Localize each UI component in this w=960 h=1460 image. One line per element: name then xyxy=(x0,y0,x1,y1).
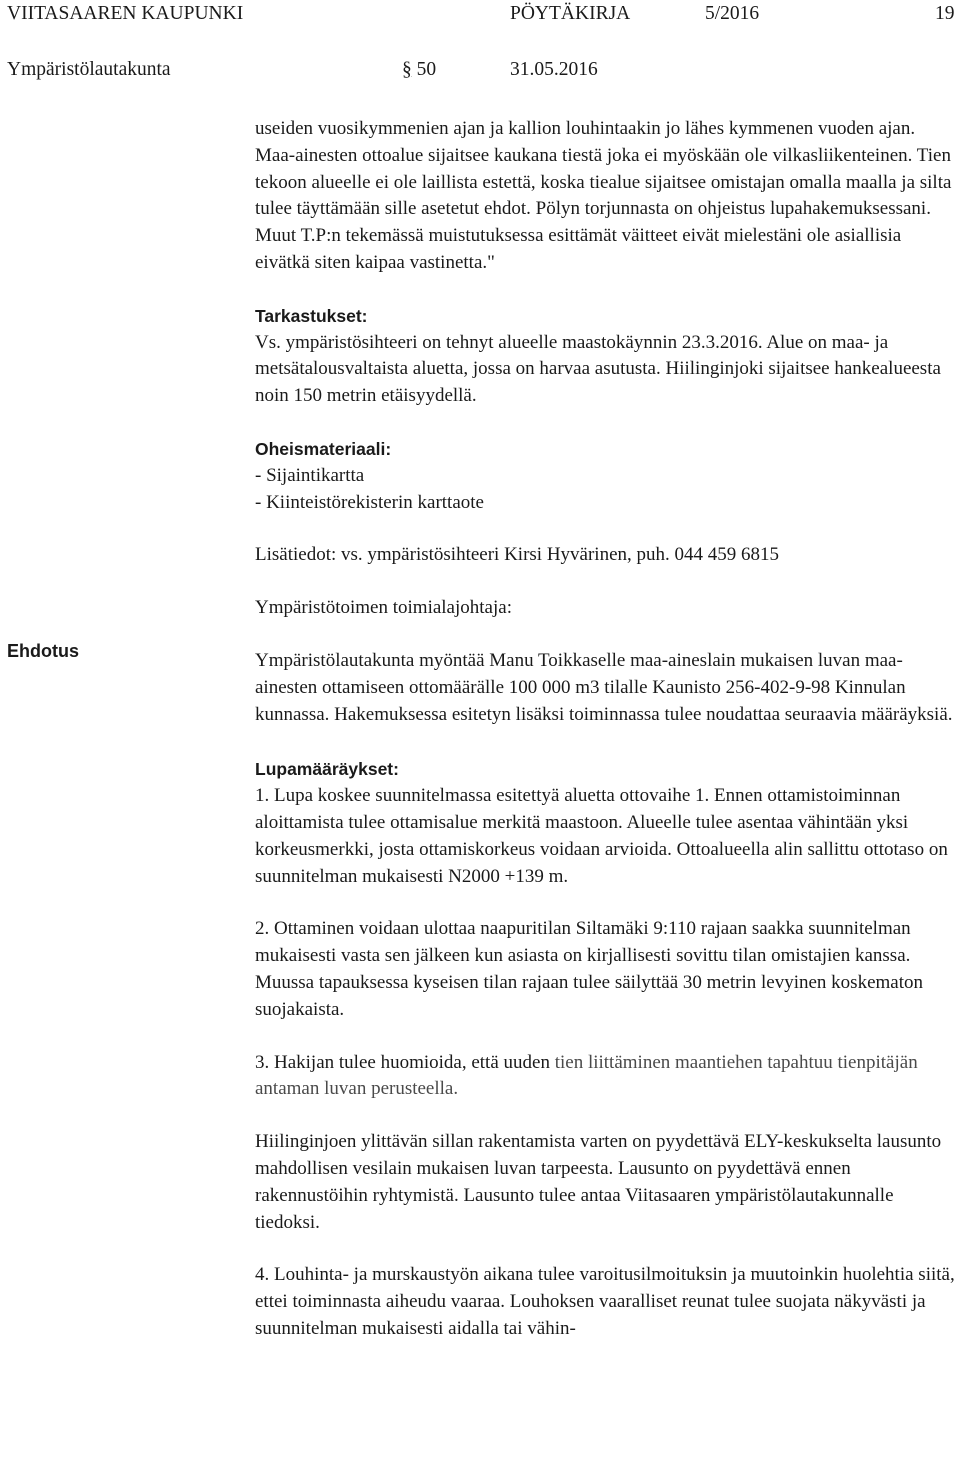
bridge-note-paragraph: Hiilinginjoen ylittävän sillan rakentamista varten on pyydettävä ELY-keskukselta lausunto mahdollisen vesilain mukaisen luvan tarpeesta. Lausunto on pyydettävä ennen rakennustöihin ryhtymistä. Lausunto tulee antaa Viitasaaren ympäristölautakunnalle tiedoksi. xyxy=(255,1131,942,1233)
attachments-heading: Oheismateriaali: xyxy=(255,438,392,459)
proposal-paragraph: Ympäristölautakunta myöntää Manu Toikkaselle maa-aineslain mukaisen luvan maa-ainesten ottamiseen ottomäärälle 100 000 m3 tilalle Kaunisto 256-402-9-98 Kinnulan kunnassa. Hakemuksessa esitetyn lisäksi toiminnassa tulee noudattaa seuraavia määräyksiä. xyxy=(255,649,953,725)
condition-2: 2. Ottaminen voidaan ulottaa naapuritilan Siltamäki 9:110 rajaan saakka suunnitelman mukaisesti vasta sen jälkeen kun asiasta on kirjallisesti sovittu tilan omistajien kanssa. Muussa tapauksessa kyseisen tilan rajaan tulee säilyttää 30 metrin levyinen koskematon suojakaista. xyxy=(255,918,923,1020)
document-number: 5/2016 xyxy=(705,3,760,24)
condition-3 xyxy=(255,1050,955,1104)
inspections-paragraph: Vs. ympäristösihteeri on tehnyt alueelle maastokäynnin 23.3.2016. Alue on maa- ja metsätalousvaltaista aluetta, jossa on harvaa asutusta. Hiilinginjoki sijaitsee hankealueesta noin 150 metrin etäisyydellä. xyxy=(255,331,941,407)
meeting-date: 31.05.2016 xyxy=(510,59,598,80)
document-type: PÖYTÄKIRJA xyxy=(510,3,631,24)
attachment-item: - Kiinteistörekisterin karttaote xyxy=(255,491,484,513)
organization-name: VIITASAAREN KAUPUNKI xyxy=(7,3,244,24)
condition-3-end: tien liittäminen maantiehen tapahtuu tienpitäjän antaman luvan perusteella. xyxy=(255,1051,918,1100)
condition-3-start: 3. Hakijan tulee huomioida, että uuden xyxy=(255,1051,550,1073)
page-number: 19 xyxy=(935,3,955,24)
conditions-heading: Lupamääräykset: xyxy=(255,759,399,780)
condition-4: 4. Louhinta- ja murskaustyön aikana tulee varoitusilmoituksin ja muutoinkin huolehtia siitä, ettei toiminnasta aiheudu vaaraa. Louhoksen vaaralliset reunat tulee suojata näkyvästi ja suunnitelman mukaisesti aidalla tai vähin- xyxy=(255,1264,955,1339)
board-name: Ympäristölautakunta xyxy=(7,59,171,80)
document-body xyxy=(255,116,955,1343)
inspections-heading: Tarkastukset: xyxy=(255,305,368,326)
more-info-line: Lisätiedot: vs. ympäristösihteeri Kirsi Hyvärinen, puh. 044 459 6815 xyxy=(255,544,780,566)
intro-paragraph: useiden vuosikymmenien ajan ja kallion louhintaakin jo lähes kymmenen vuoden ajan. Maa-ainesten ottoalue sijaitsee kaukana tiestä joka ei myöskään ole vilkasliikenteinen. Tien tekoon alueelle ei ole laillista estettä, koska tiealue sijaitsee omistajan omalla maalla ja silta tulee täyttämään sille asetetut ehdot. Pölyn torjunnasta on ohjeistus lupahakemuksessani. Muut T.P:n tekemässä muistutuksessa esittämät väitteet eivät mielestäni ole asiallisia eivätkä siten kaipaa vastinetta." xyxy=(255,118,952,273)
proposer-line: Ympäristötoimen toimialajohtaja: xyxy=(255,597,512,619)
section-symbol: § xyxy=(402,59,412,80)
section-number: 50 xyxy=(416,59,437,80)
condition-1: 1. Lupa koskee suunnitelmassa esitettyä aluetta ottovaihe 1. Ennen ottamistoiminnan aloittamista tulee ottamisalue merkitä maastoon. Alueelle tulee asentaa vähintään yksi korkeusmerkki, josta ottamiskorkeus voidaan arvioida. Ottoalueella alin sallittu ottotaso on suunnitelman mukaisesti N2000 +139 m. xyxy=(255,785,948,887)
attachment-item: - Sijaintikartta xyxy=(255,464,365,486)
proposal-side-label: Ehdotus xyxy=(7,641,79,661)
section-reference xyxy=(402,57,436,83)
